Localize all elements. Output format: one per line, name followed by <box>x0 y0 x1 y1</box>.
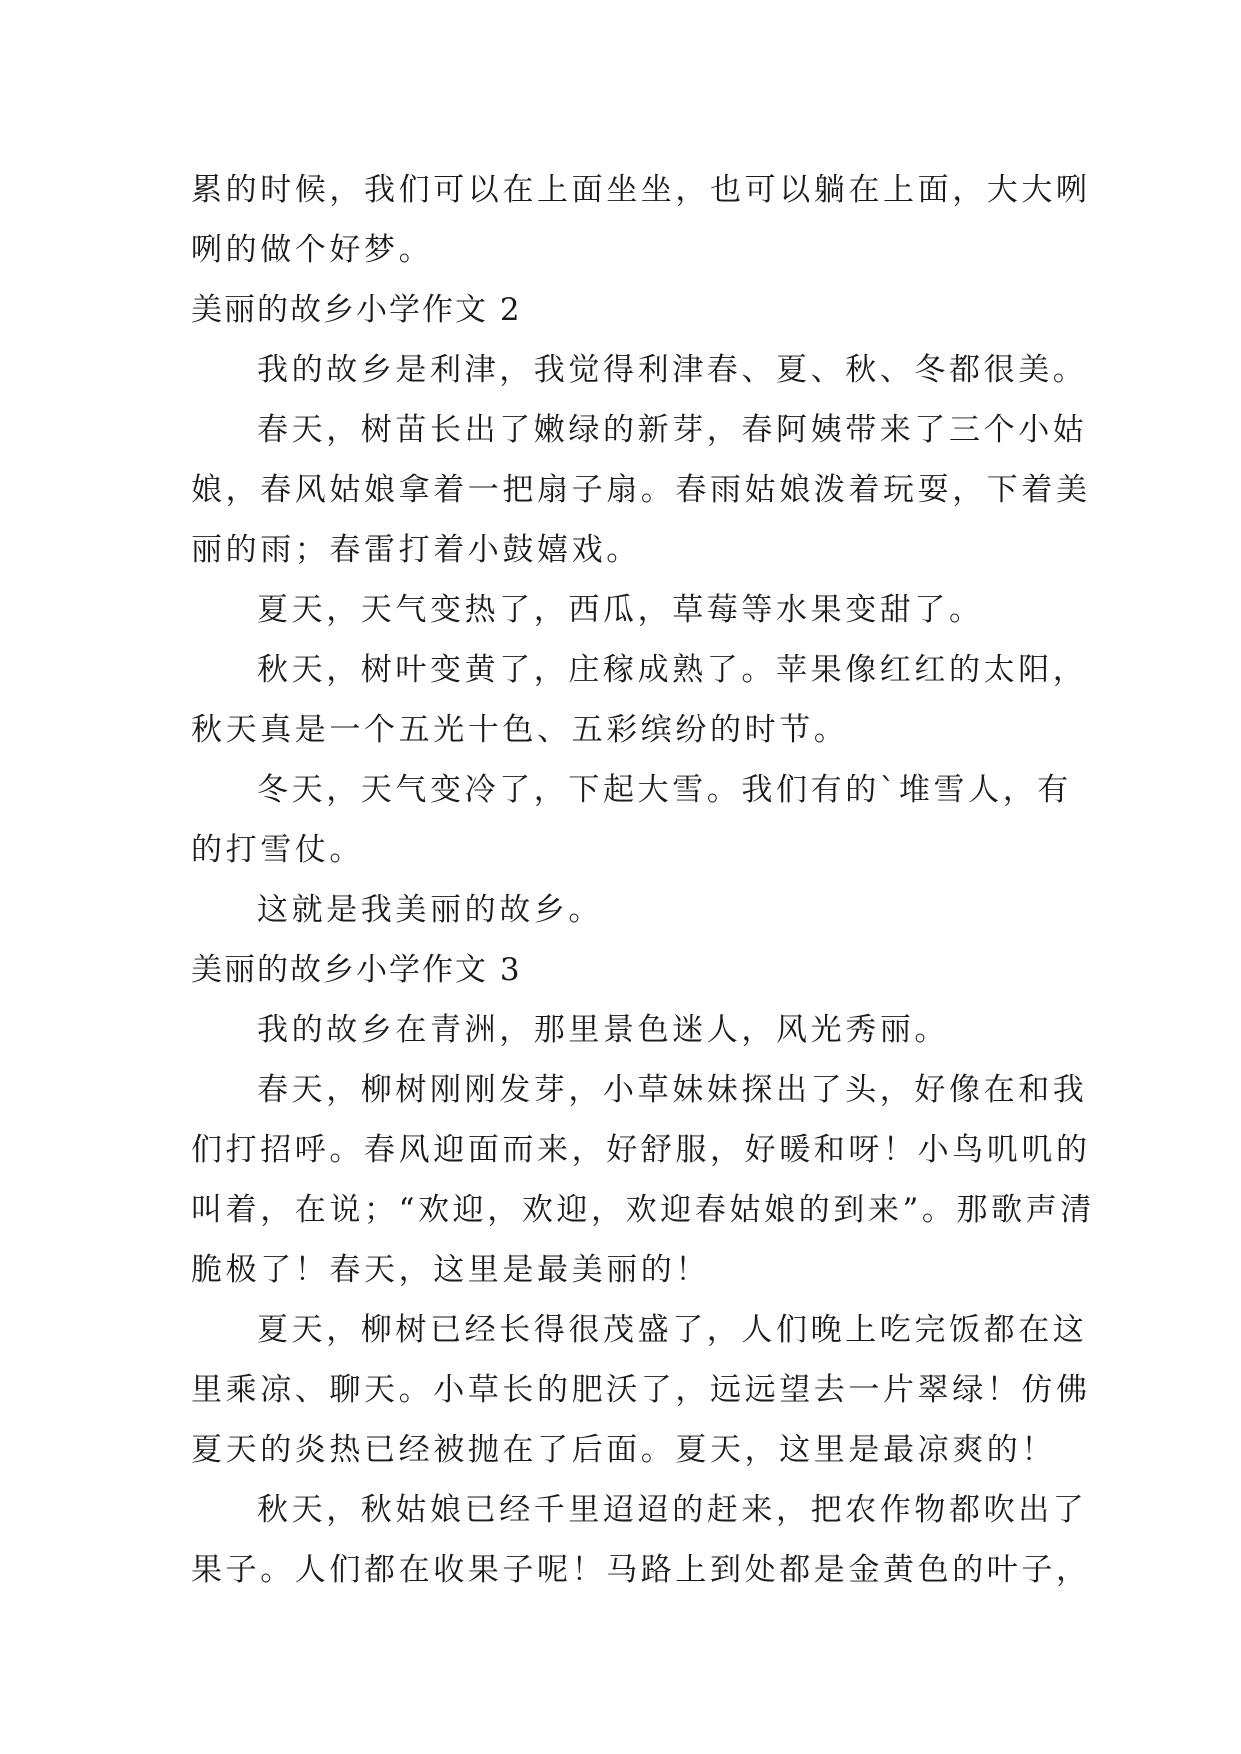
paragraph-line: 秋天真是一个五光十色、五彩缤纷的时节。 <box>191 712 849 748</box>
paragraph-line: 夏天，天气变热了，西瓜，草莓等水果变甜了。 <box>257 592 984 628</box>
paragraph-line: 果子。人们都在收果子呢！马路上到处都是金黄色的叶子， <box>191 1552 1091 1588</box>
paragraph-line: 冬天，天气变冷了，下起大雪。我们有的`堆雪人，有 <box>257 772 1072 808</box>
paragraph-line: 夏天的炎热已经被抛在了后面。夏天，这里是最凉爽的！ <box>191 1432 1056 1468</box>
paragraph-line: 夏天，柳树已经长得很茂盛了，人们晚上吃完饭都在这 <box>257 1312 1088 1348</box>
paragraph-line: 春天，柳树刚刚发芽，小草妹妹探出了头，好像在和我 <box>257 1072 1088 1108</box>
section-heading: 美丽的故乡小学作文 2 <box>191 292 522 328</box>
paragraph-line: 的打雪仗。 <box>191 832 364 868</box>
paragraph-line: 秋天，树叶变黄了，庄稼成熟了。苹果像红红的太阳， <box>257 652 1088 688</box>
paragraph-line: 秋天，秋姑娘已经千里迢迢的赶来，把农作物都吹出了 <box>257 1492 1088 1528</box>
paragraph-line: 我的故乡在青洲，那里景色迷人，风光秀丽。 <box>257 1012 949 1048</box>
paragraph-line: 脆极了！春天，这里是最美丽的！ <box>191 1252 710 1288</box>
document-body <box>191 160 1095 1600</box>
paragraph-line: 丽的雨；春雷打着小鼓嬉戏。 <box>191 532 641 568</box>
paragraph-line: 咧的做个好梦。 <box>191 232 434 268</box>
paragraph-line: 这就是我美丽的故乡。 <box>257 892 603 928</box>
paragraph-line: 娘，春风姑娘拿着一把扇子扇。春雨姑娘泼着玩耍，下着美 <box>191 472 1091 508</box>
paragraph-line: 累的时候，我们可以在上面坐坐，也可以躺在上面，大大咧 <box>191 172 1091 208</box>
paragraph-line: 我的故乡是利津，我觉得利津春、夏、秋、冬都很美。 <box>257 352 1088 388</box>
section-heading: 美丽的故乡小学作文 3 <box>191 952 522 988</box>
paragraph-line: 叫着，在说；“欢迎，欢迎，欢迎春姑娘的到来”。那歌声清 <box>191 1192 1095 1228</box>
paragraph-line: 春天，树苗长出了嫩绿的新芽，春阿姨带来了三个小姑 <box>257 412 1088 448</box>
paragraph-line: 里乘凉、聊天。小草长的肥沃了，远远望去一片翠绿！仿佛 <box>191 1372 1091 1408</box>
paragraph-line: 们打招呼。春风迎面而来，好舒服，好暖和呀！小鸟叽叽的 <box>191 1132 1091 1168</box>
